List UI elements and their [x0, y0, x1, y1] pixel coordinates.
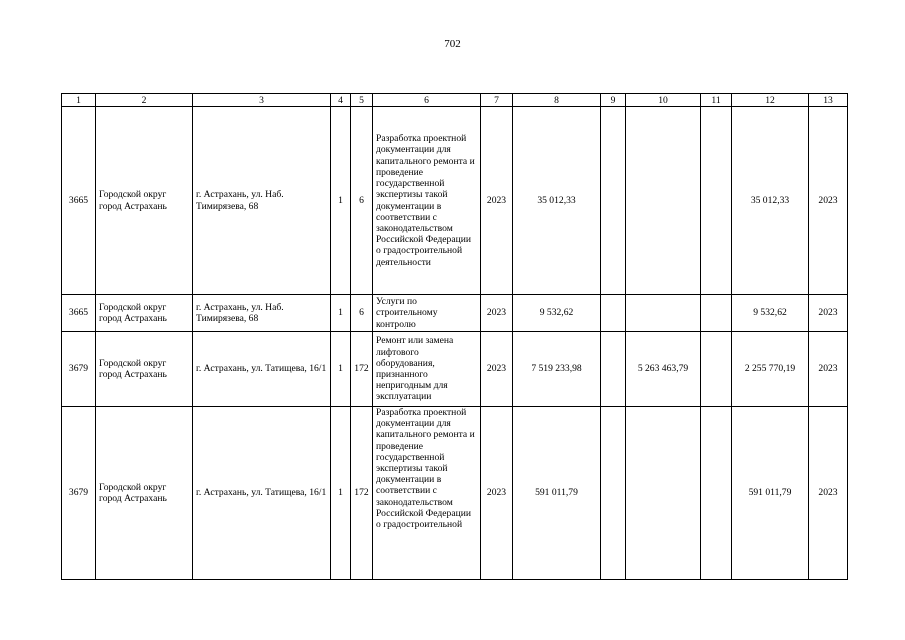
col11-cell: [701, 295, 732, 332]
column-number: 6: [373, 94, 481, 107]
capital-repair-table: [61, 93, 848, 580]
col13-cell: 2023: [809, 107, 848, 295]
col4-cell: 1: [331, 295, 351, 332]
total-cost-cell: 7 519 233,98: [513, 332, 601, 407]
col13-cell: 2023: [809, 407, 848, 580]
table-row: [62, 295, 848, 332]
work-type-cell: [373, 407, 481, 580]
column-number: 1: [62, 94, 96, 107]
year-cell: 2023: [481, 295, 513, 332]
column-number: 13: [809, 94, 848, 107]
column-number: 5: [351, 94, 373, 107]
col9-cell: [601, 295, 626, 332]
column-number: 8: [513, 94, 601, 107]
column-number: 4: [331, 94, 351, 107]
address-cell: г. Астрахань, ул. Татищева, 16/1: [193, 332, 331, 407]
address-cell: г. Астрахань, ул. Татищева, 16/1: [193, 407, 331, 580]
column-number: 7: [481, 94, 513, 107]
total-cost-cell: 591 011,79: [513, 407, 601, 580]
col10-cell: [626, 107, 701, 295]
column-number: 2: [96, 94, 193, 107]
col10-cell: [626, 407, 701, 580]
col12-cell: 2 255 770,19: [732, 332, 809, 407]
col10-cell: [626, 295, 701, 332]
col13-cell: 2023: [809, 332, 848, 407]
work-type-text: Ремонт или замена лифтового оборудования, признанного непригодным для эксплуатации: [376, 335, 454, 403]
col5-cell: 6: [351, 107, 373, 295]
col11-cell: [701, 107, 732, 295]
col5-cell: 172: [351, 332, 373, 407]
col11-cell: [701, 407, 732, 580]
total-cost-cell: 35 012,33: [513, 107, 601, 295]
col12-cell: 9 532,62: [732, 295, 809, 332]
column-number: 10: [626, 94, 701, 107]
col12-cell: 35 012,33: [732, 107, 809, 295]
municipality-cell: Городской округ город Астрахань: [96, 407, 193, 580]
year-cell: 2023: [481, 107, 513, 295]
table-row: [62, 107, 848, 295]
year-cell: 2023: [481, 332, 513, 407]
col4-cell: 1: [331, 407, 351, 580]
column-number-row: [62, 94, 848, 107]
col9-cell: [601, 407, 626, 580]
work-type-text: Разработка проектной документации для капитального ремонта и проведение государственной экспертизы такой документации в соответствии с законодательством Российской Федерации о градостроительной: [376, 407, 475, 531]
col11-cell: [701, 332, 732, 407]
address-cell: г. Астрахань, ул. Наб. Тимирязева, 68: [193, 295, 331, 332]
column-number: 11: [701, 94, 732, 107]
row-id-cell: 3679: [62, 332, 96, 407]
row-id-cell: 3679: [62, 407, 96, 580]
col5-cell: 172: [351, 407, 373, 580]
row-id-cell: 3665: [62, 295, 96, 332]
year-cell: 2023: [481, 407, 513, 580]
work-type-text: Разработка проектной документации для капитального ремонта и проведение государственной экспертизы такой документации в соответствии с законодательством Российской Федерации о градостроительной деятельности: [376, 133, 475, 268]
table-row: [62, 407, 848, 580]
column-number: 3: [193, 94, 331, 107]
work-type-text: Услуги по строительному контролю: [376, 296, 438, 330]
col5-cell: 6: [351, 295, 373, 332]
col9-cell: [601, 332, 626, 407]
page-number: 702: [444, 38, 461, 50]
address-cell: г. Астрахань, ул. Наб. Тимирязева, 68: [193, 107, 331, 295]
col12-cell: 591 011,79: [732, 407, 809, 580]
col13-cell: 2023: [809, 295, 848, 332]
municipality-cell: Городской округ город Астрахань: [96, 295, 193, 332]
municipality-cell: Городской округ город Астрахань: [96, 332, 193, 407]
work-type-cell: [373, 107, 481, 295]
table-row: [62, 332, 848, 407]
work-type-cell: [373, 332, 481, 407]
work-type-cell: [373, 295, 481, 332]
row-id-cell: 3665: [62, 107, 96, 295]
municipality-cell: Городской округ город Астрахань: [96, 107, 193, 295]
col10-cell: 5 263 463,79: [626, 332, 701, 407]
column-number: 12: [732, 94, 809, 107]
column-number: 9: [601, 94, 626, 107]
col4-cell: 1: [331, 332, 351, 407]
col9-cell: [601, 107, 626, 295]
total-cost-cell: 9 532,62: [513, 295, 601, 332]
col4-cell: 1: [331, 107, 351, 295]
